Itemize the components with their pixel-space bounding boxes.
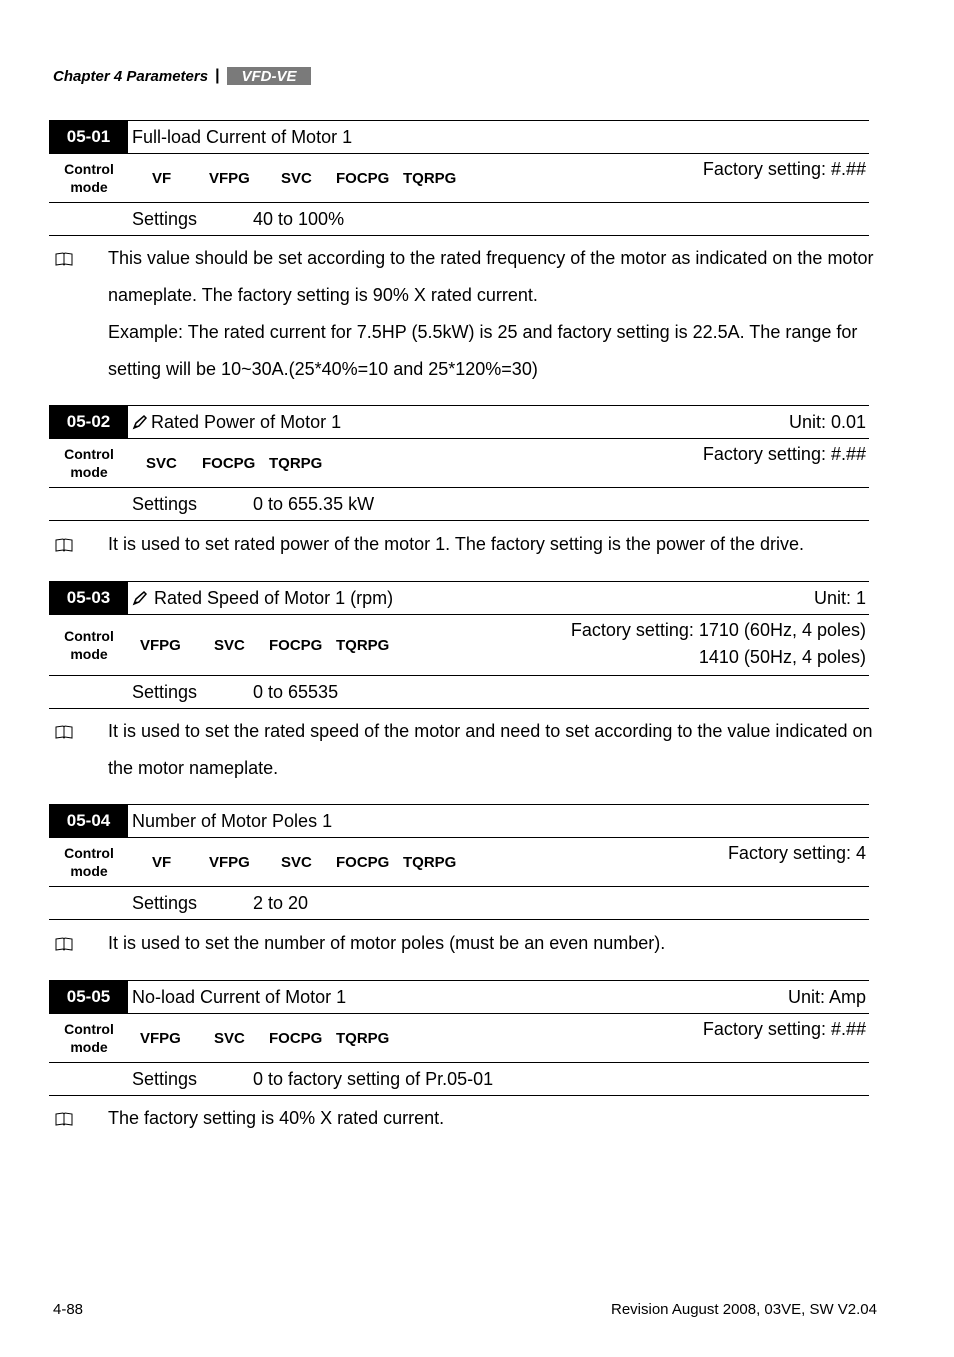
param-id: 05-01: [49, 121, 128, 153]
param-unit: Unit: 1: [813, 587, 866, 608]
control-mode-label: Control mode: [64, 161, 114, 195]
revision-info: Revision August 2008, 03VE, SW V2.04: [611, 1301, 877, 1318]
mode-tqrpg: TQRPG: [403, 170, 457, 187]
factory-setting: Factory setting: #.##: [702, 444, 866, 464]
mode-svc: SVC: [146, 455, 177, 472]
control-mode-label: Control mode: [64, 446, 114, 480]
param-05-02: [49, 405, 869, 521]
param-title: Rated Power of Motor 1: [132, 412, 869, 433]
settings-value: 0 to 655.35 kW: [253, 494, 375, 514]
book-icon: [55, 937, 73, 951]
param-title: Number of Motor Poles 1: [132, 810, 333, 831]
param-title-row: [49, 581, 869, 615]
settings-label: Settings: [132, 893, 198, 913]
book-icon: [55, 538, 73, 552]
control-mode-row: [49, 1014, 869, 1063]
mode-vf: VF: [152, 170, 172, 187]
param-unit: Unit: Amp: [787, 986, 866, 1007]
chapter-title: Chapter 4 Parameters: [53, 67, 209, 85]
control-mode-label: Control mode: [64, 628, 114, 662]
book-icon: [55, 725, 73, 739]
factory-setting: Factory setting: #.##: [702, 159, 866, 179]
control-mode-label: Control mode: [64, 1021, 114, 1055]
param-title: Full-load Current of Motor 1: [132, 126, 353, 147]
mode-focpg: FOCPG: [336, 170, 390, 187]
settings-label: Settings: [132, 682, 198, 702]
param-id: 05-05: [49, 981, 128, 1013]
mode-tqrpg: TQRPG: [403, 854, 457, 871]
mode-tqrpg: TQRPG: [269, 455, 323, 472]
note-05-05: [55, 1100, 885, 1137]
settings-value: 2 to 20: [253, 893, 309, 913]
param-05-01: [49, 120, 869, 236]
mode-focpg: FOCPG: [336, 854, 390, 871]
mode-vfpg: VFPG: [209, 170, 250, 187]
param-title: Rated Speed of Motor 1 (rpm): [132, 588, 869, 609]
book-icon: [55, 252, 73, 266]
note-text: This value should be set according to the rated frequency of the motor as indicated on the motor nameplate. The factory setting is 90% X rated current.: [108, 248, 874, 305]
mode-svc: SVC: [281, 854, 312, 871]
note-text: It is used to set the number of motor poles (must be an even number).: [108, 933, 666, 953]
note-text: The factory setting is 40% X rated current.: [108, 1108, 445, 1128]
mode-tqrpg: TQRPG: [336, 1030, 390, 1047]
settings-row: [49, 488, 869, 521]
note-text: It is used to set rated power of the motor 1. The factory setting is the power of the drive.: [108, 534, 805, 554]
settings-label: Settings: [132, 209, 198, 229]
note-text: It is used to set the rated speed of the motor and need to set according to the value indicated on the motor nameplate.: [108, 721, 873, 778]
settings-value: 40 to 100%: [253, 209, 345, 229]
param-unit: Unit: 0.01: [788, 411, 866, 432]
param-id: 05-04: [49, 805, 128, 837]
note-05-03: [55, 713, 885, 787]
mode-vfpg: VFPG: [209, 854, 250, 871]
settings-label: Settings: [132, 494, 198, 514]
settings-row: [49, 1063, 869, 1096]
param-id: 05-02: [49, 406, 128, 438]
param-title-row: [49, 405, 869, 439]
factory-setting: Factory setting: #.##: [702, 1019, 866, 1039]
pencil-icon: [132, 414, 148, 430]
param-05-03: [49, 581, 869, 709]
pencil-icon: [132, 590, 148, 606]
note-text: Example: The rated current for 7.5HP (5.5kW) is 25 and factory setting is 22.5A. The range for setting will be 10~30A.(25*40%=10 and 25*120%=30): [108, 322, 858, 379]
param-title: No-load Current of Motor 1: [132, 986, 347, 1007]
note-05-01-a: [55, 240, 885, 314]
control-mode-label: Control mode: [64, 845, 114, 879]
note-05-01-b: [55, 314, 885, 388]
page-number: 4-88: [53, 1301, 84, 1318]
mode-svc: SVC: [214, 1030, 245, 1047]
param-title-row: [49, 980, 869, 1014]
settings-row: [49, 887, 869, 920]
factory-setting: Factory setting: 4: [727, 843, 866, 863]
svg-text:VFD-VE: VFD-VE: [241, 68, 297, 85]
header-separator: |: [215, 67, 220, 84]
factory-setting: Factory setting: 1710 (60Hz, 4 poles) 1410 (50Hz, 4 poles): [570, 620, 866, 667]
page-header: [53, 67, 311, 85]
mode-focpg: FOCPG: [202, 455, 256, 472]
mode-focpg: FOCPG: [269, 637, 323, 654]
note-05-02: [55, 526, 885, 563]
vfd-ve-logo-icon: [227, 67, 311, 85]
param-05-04: [49, 804, 869, 920]
settings-label: Settings: [132, 1069, 198, 1089]
param-title-row: [49, 804, 869, 838]
book-icon: [55, 1112, 73, 1126]
settings-value: 0 to factory setting of Pr.05-01: [253, 1069, 494, 1089]
mode-svc: SVC: [281, 170, 312, 187]
settings-value: 0 to 65535: [253, 682, 339, 702]
mode-vfpg: VFPG: [140, 1030, 181, 1047]
control-mode-row: [49, 439, 869, 488]
mode-vf: VF: [152, 854, 172, 871]
mode-svc: SVC: [214, 637, 245, 654]
settings-row: [49, 203, 869, 236]
settings-row: [49, 676, 869, 709]
mode-focpg: FOCPG: [269, 1030, 323, 1047]
param-title-row: [49, 120, 869, 154]
mode-vfpg: VFPG: [140, 637, 181, 654]
param-05-05: [49, 980, 869, 1096]
control-mode-row: [49, 615, 869, 676]
control-mode-row: [49, 154, 869, 203]
note-05-04: [55, 925, 885, 962]
mode-tqrpg: TQRPG: [336, 637, 390, 654]
param-id: 05-03: [49, 582, 128, 614]
control-mode-row: [49, 838, 869, 887]
